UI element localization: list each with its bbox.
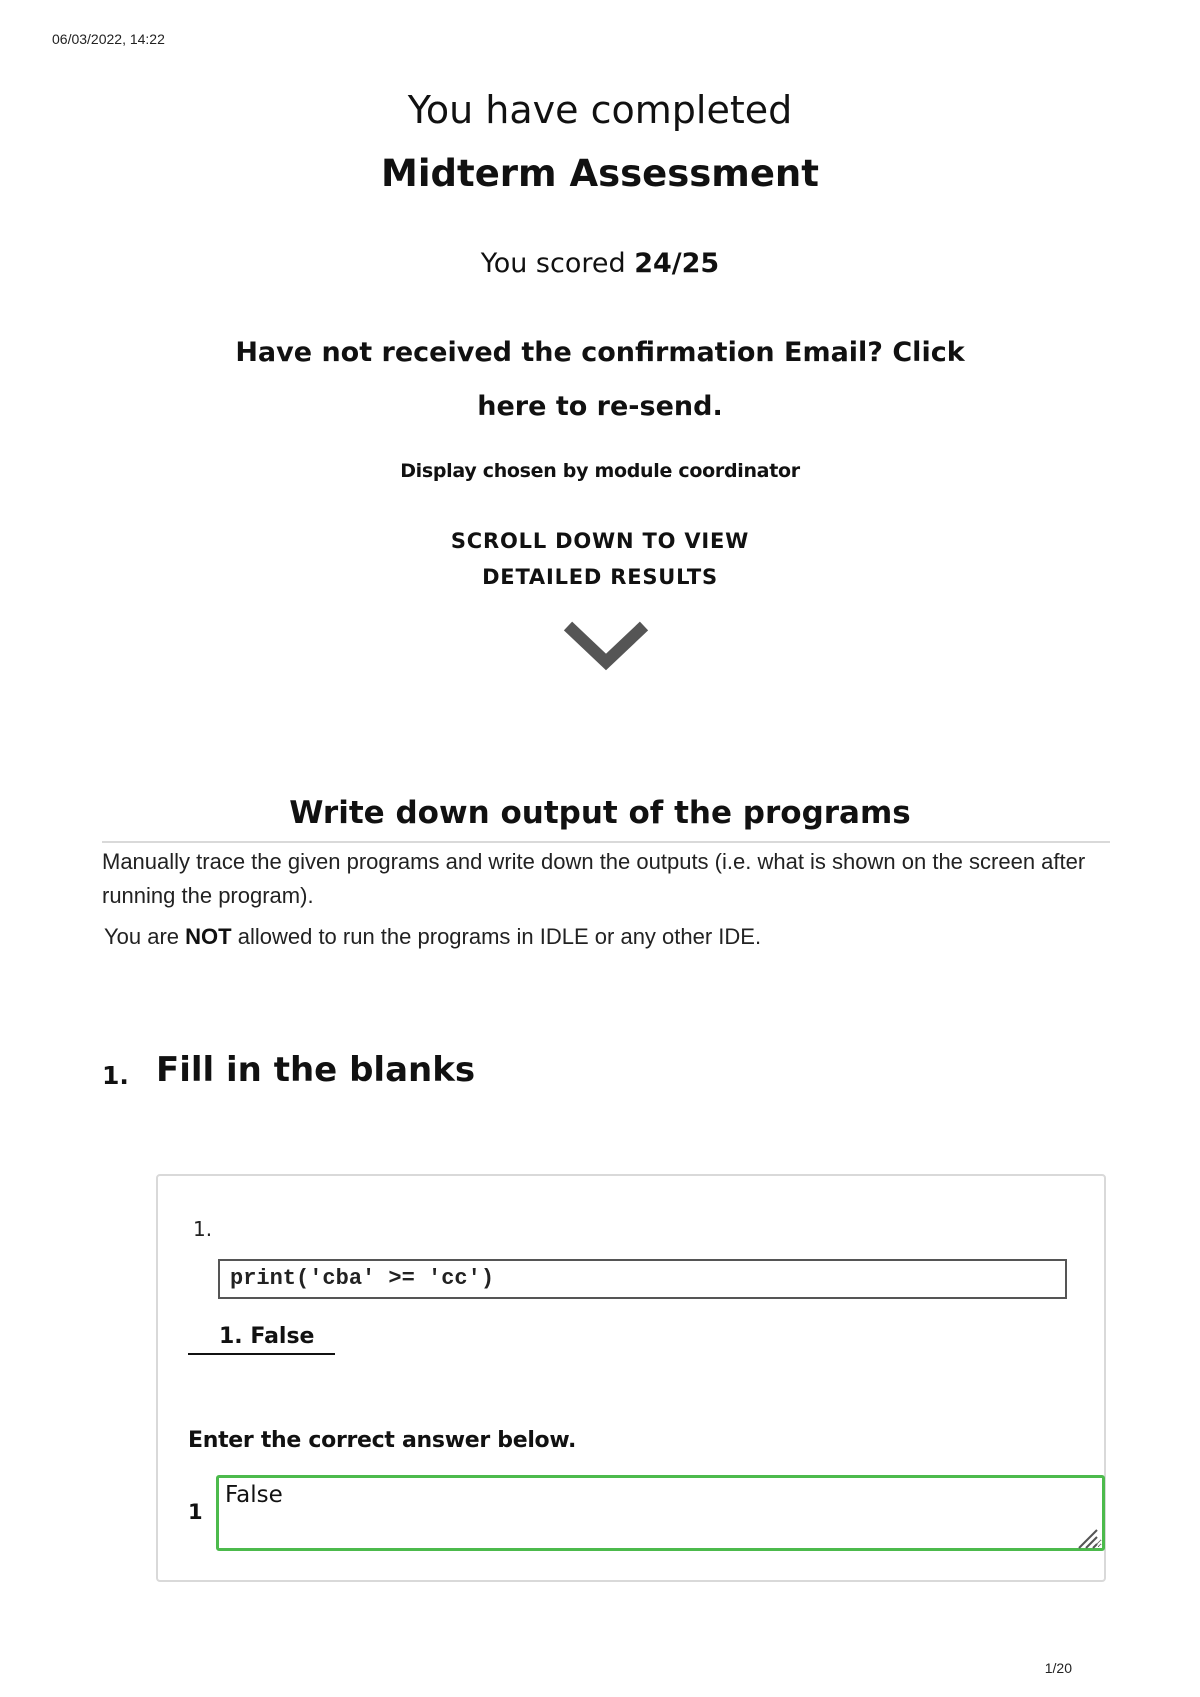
scroll-hint-line1: SCROLL DOWN TO VIEW — [450, 529, 750, 553]
answer-input[interactable] — [216, 1475, 1105, 1551]
resend-email-link[interactable]: Have not received the confirmation Email? Click here to re-send. — [235, 337, 965, 422]
assessment-title: Midterm Assessment — [381, 152, 819, 195]
rule-suffix: allowed to run the programs in IDLE or any other IDE. — [231, 924, 762, 949]
completed-heading: You have completed — [407, 88, 793, 132]
code-snippet: print('cba' >= 'cc') — [218, 1259, 1067, 1299]
question-number: 1. — [102, 1061, 129, 1090]
print-timestamp: 06/03/2022, 14:22 — [52, 31, 165, 47]
display-note: Display chosen by module coordinator — [400, 460, 800, 482]
resize-handle-icon[interactable] — [1076, 1527, 1098, 1549]
answer-prompt: Enter the correct answer below. — [188, 1428, 577, 1453]
rule-note — [104, 924, 761, 950]
item-number: 1. — [193, 1217, 213, 1241]
score-value: 24/25 — [634, 248, 720, 279]
answer-index: 1 — [188, 1500, 203, 1524]
scroll-hint-line2: DETAILED RESULTS — [482, 565, 718, 589]
chevron-down-icon[interactable] — [560, 618, 652, 674]
rule-prefix: You are — [104, 924, 186, 949]
scroll-hint — [0, 523, 1200, 595]
rule-emphasis: NOT — [185, 924, 232, 949]
section-divider — [102, 841, 1110, 843]
score-prefix: You scored — [480, 248, 635, 279]
given-answer: 1. False — [188, 1324, 335, 1355]
score-line — [0, 248, 1200, 279]
section-title: Write down output of the programs — [289, 795, 911, 831]
section-instructions: Manually trace the given programs and write down the outputs (i.e. what is shown on the screen after running the program). — [102, 849, 1086, 908]
question-title: Fill in the blanks — [156, 1050, 476, 1090]
page-number: 1/20 — [1044, 1660, 1072, 1676]
